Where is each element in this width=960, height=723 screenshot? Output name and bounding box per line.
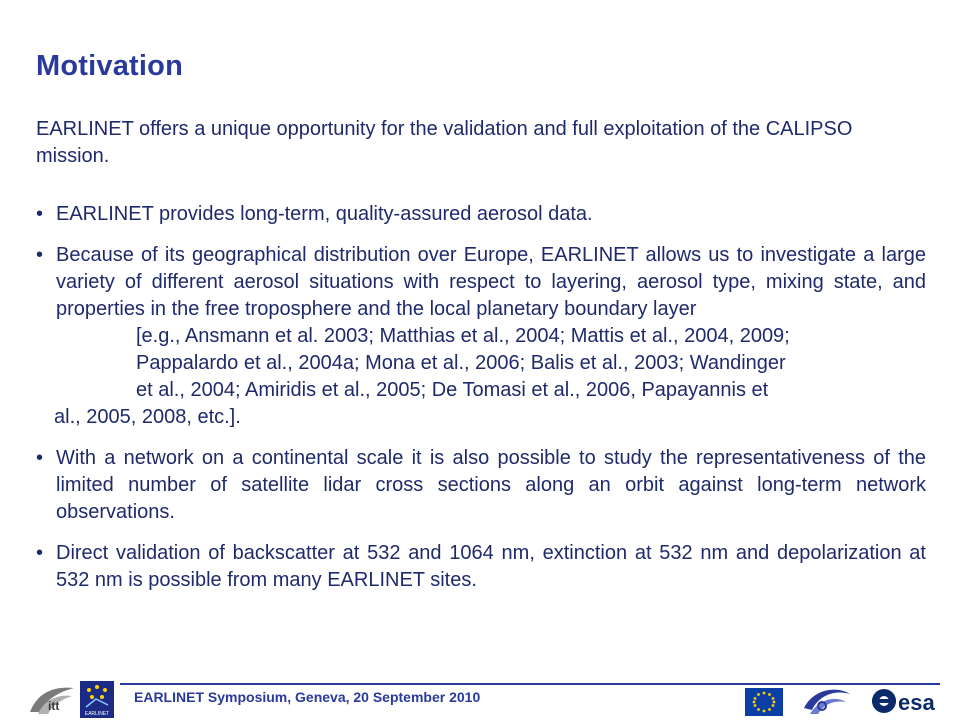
bullet-item bbox=[36, 540, 926, 594]
intro-paragraph: EARLINET offers a unique opportunity for the validation and full exploitation of the CALIPSO mission. bbox=[36, 118, 853, 167]
partner-swirl-logo bbox=[800, 684, 852, 718]
reference-line: al., 2005, 2008, etc.]. bbox=[54, 406, 241, 428]
slide-title: Motivation bbox=[36, 50, 183, 82]
reference-line: et al., 2004; Amiridis et al., 2005; De Tomasi et al., 2006, Papayannis et bbox=[136, 379, 769, 401]
earlinet-logo-label: EARLINET bbox=[84, 711, 110, 717]
bullet-text: Because of its geographical distribution over Europe, EARLINET allows us to investigate a large variety of different aerosol situations with respect to layering, aerosol type, mixing state, and properties in the free troposphere and the local planetary boundary layer bbox=[56, 244, 926, 320]
itt-logo bbox=[28, 682, 76, 716]
reference-line: [e.g., Ansmann et al. 2003; Matthias et al., 2004; Mattis et al., 2004, 2009; bbox=[136, 325, 790, 347]
bullet-item bbox=[36, 445, 926, 526]
esa-logo bbox=[870, 684, 950, 718]
references-block bbox=[56, 323, 926, 431]
bullet-dot: • bbox=[36, 244, 44, 266]
bullet-item bbox=[36, 201, 926, 228]
bullet-dot: • bbox=[36, 447, 44, 469]
earlinet-logo bbox=[80, 681, 114, 718]
bullet-item bbox=[36, 242, 926, 431]
bullet-text: Direct validation of backscatter at 532 and 1064 nm, extinction at 532 nm and depolarization at 532 nm is possible from many EARLINET sites. bbox=[56, 542, 926, 591]
bullet-text: With a network on a continental scale it is also possible to study the representativeness of the limited number of satellite lidar cross sections along an orbit against long-term network observations. bbox=[56, 447, 926, 523]
svg-text:itt: itt bbox=[48, 699, 60, 713]
reference-line: Pappalardo et al., 2004a; Mona et al., 2006; Balis et al., 2003; Wandinger bbox=[136, 352, 786, 374]
bullet-text: EARLINET provides long-term, quality-assured aerosol data. bbox=[56, 203, 593, 225]
bullet-dot: • bbox=[36, 203, 44, 225]
esa-logo-label: esa bbox=[898, 690, 935, 715]
bullet-list bbox=[36, 201, 926, 608]
eu-flag-logo bbox=[745, 688, 783, 716]
bullet-dot: • bbox=[36, 542, 44, 564]
footer-text: EARLINET Symposium, Geneva, 20 September 2010 bbox=[134, 689, 481, 705]
